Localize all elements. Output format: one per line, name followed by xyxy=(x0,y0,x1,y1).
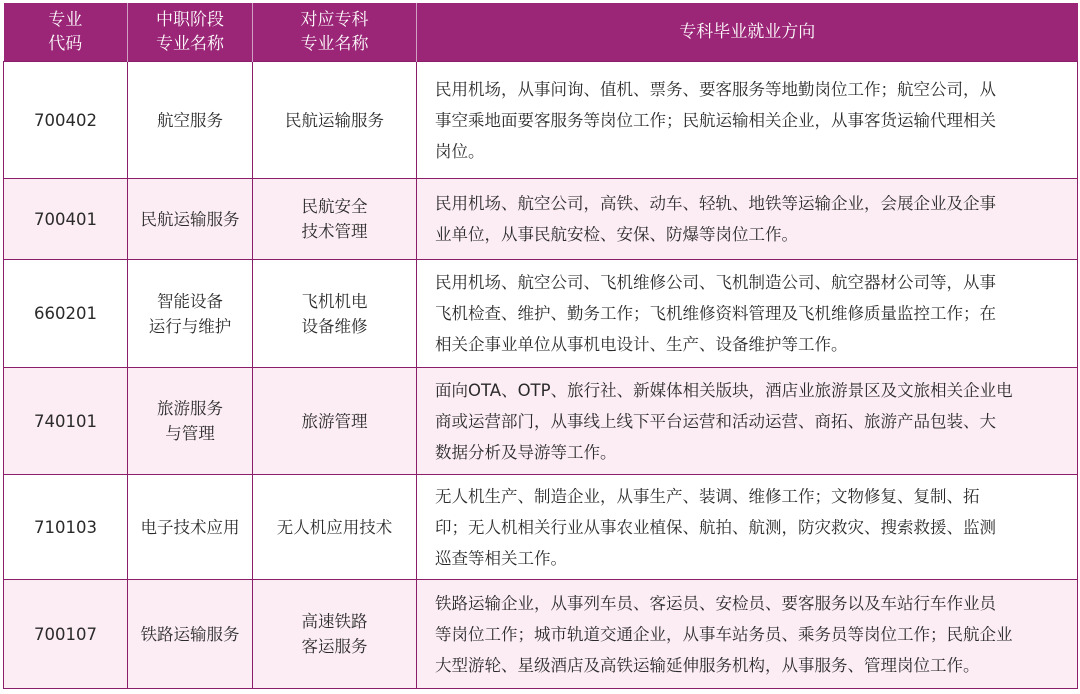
cell-line: 业单位，从事民航安检、安保、防爆等岗位工作。 xyxy=(435,225,798,244)
cell-line: 等岗位工作；城市轨道交通企业，从事车站务员、乘务员等岗位工作；民航企业 xyxy=(435,624,1013,644)
header-secondary-major xyxy=(128,3,253,62)
cell-secondary-major xyxy=(128,62,253,179)
cell-line: 旅游管理 xyxy=(301,411,368,431)
table-row xyxy=(4,475,1078,580)
header-college-major-line: 专业名称 xyxy=(300,34,369,54)
cell-college-major xyxy=(253,475,417,580)
cell-line: 民用机场，从事问询、值机、票务、要客服务等地勤岗位工作；航空公司，从 xyxy=(435,79,996,99)
header-code-line: 代码 xyxy=(48,34,83,54)
cell-college-major xyxy=(253,580,417,689)
cell-line: 民航安全 xyxy=(301,197,368,216)
cell-line: 电子技术应用 xyxy=(140,517,240,537)
cell-line: 客运服务 xyxy=(301,637,368,656)
cell-line: 航空服务 xyxy=(157,110,223,130)
cell-line: 印；无人机相关行业从事农业植保、航拍、航测，防灾救灾、搜索救援、监测 xyxy=(435,517,996,537)
cell-college-major xyxy=(253,260,417,368)
cell-secondary-major xyxy=(128,580,253,689)
cell-secondary-major xyxy=(128,475,253,580)
cell-line: 无人机生产、制造企业，从事生产、装调、维修工作；文物修复、复制、拓 xyxy=(435,486,980,506)
cell-code: 740101 xyxy=(4,368,128,475)
header-college-major xyxy=(253,3,417,62)
header-code-line: 专业 xyxy=(48,10,83,30)
header-secondary-major-line: 中职阶段 xyxy=(156,10,224,30)
table-header xyxy=(4,3,1078,62)
cell-code: 660201 xyxy=(4,260,128,368)
table-row xyxy=(4,179,1078,260)
cell-career xyxy=(417,580,1078,689)
cell-line: 技术管理 xyxy=(301,222,368,241)
cell-secondary-major xyxy=(128,368,253,475)
cell-line: 飞机机电 xyxy=(301,291,368,311)
cell-career xyxy=(417,260,1078,368)
header-career: 专科毕业就业方向 xyxy=(417,3,1078,62)
cell-secondary-major xyxy=(128,179,253,260)
cell-line: 旅游服务 xyxy=(157,399,223,418)
header-code xyxy=(4,3,128,62)
cell-college-major xyxy=(253,179,417,260)
table-row xyxy=(4,580,1078,689)
cell-line: 商或运营部门，从事线上线下平台运营和活动运营、商拓、旅游产品包装、大 xyxy=(435,411,996,431)
cell-line: 运行与维护 xyxy=(148,316,232,336)
cell-career xyxy=(417,475,1078,580)
cell-line: 铁路运输企业，从事列车员、客运员、安检员、要客服务以及车站行车作业员 xyxy=(435,593,996,613)
cell-line: 高速铁路 xyxy=(301,612,368,631)
table-row xyxy=(4,368,1078,475)
cell-line: 设备维修 xyxy=(301,316,368,336)
cell-line: 面向OTA、OTP、旅行社、新媒体相关版块，酒店业旅游景区及文旅相关企业电 xyxy=(435,380,1013,400)
cell-code: 700107 xyxy=(4,580,128,689)
header-college-major-line: 对应专科 xyxy=(300,10,369,30)
cell-secondary-major xyxy=(128,260,253,368)
cell-career xyxy=(417,179,1078,260)
table-row xyxy=(4,62,1078,179)
cell-line: 数据分析及导游等工作。 xyxy=(435,442,617,462)
cell-college-major xyxy=(253,62,417,179)
major-career-table xyxy=(3,3,1078,689)
cell-code: 700402 xyxy=(4,62,128,179)
cell-line: 民航运输服务 xyxy=(140,209,240,229)
cell-line: 飞机检查、维护、勤务工作；飞机维修资料管理及飞机维修质量监控工作；在 xyxy=(435,304,996,323)
cell-code: 700401 xyxy=(4,179,128,260)
table-row xyxy=(4,260,1078,368)
cell-line: 与管理 xyxy=(165,424,215,443)
cell-line: 铁路运输服务 xyxy=(140,624,240,644)
cell-line: 民航运输服务 xyxy=(285,110,384,130)
cell-code: 710103 xyxy=(4,475,128,580)
cell-line: 岗位。 xyxy=(435,141,485,161)
cell-line: 无人机应用技术 xyxy=(276,517,393,537)
cell-line: 相关企事业单位从事机电设计、生产、设备维护等工作。 xyxy=(435,335,848,354)
cell-career xyxy=(417,62,1078,179)
table-body xyxy=(4,62,1078,689)
cell-line: 民用机场、航空公司，高铁、动车、轻轨、地铁等运输企业，会展企业及企事 xyxy=(435,194,996,213)
header-secondary-major-line: 专业名称 xyxy=(156,34,224,54)
header-row xyxy=(4,3,1078,62)
cell-line: 巡查等相关工作。 xyxy=(435,548,567,568)
cell-line: 民用机场、航空公司、飞机维修公司、飞机制造公司、航空器材公司等，从事 xyxy=(435,273,996,292)
cell-line: 事空乘地面要客服务等岗位工作；民航运输相关企业，从事客货运输代理相关 xyxy=(435,110,996,130)
cell-line: 大型游轮、星级酒店及高铁运输延伸服务机构，从事服务、管理岗位工作。 xyxy=(435,655,980,675)
cell-college-major xyxy=(253,368,417,475)
cell-line: 智能设备 xyxy=(157,291,223,311)
cell-career xyxy=(417,368,1078,475)
